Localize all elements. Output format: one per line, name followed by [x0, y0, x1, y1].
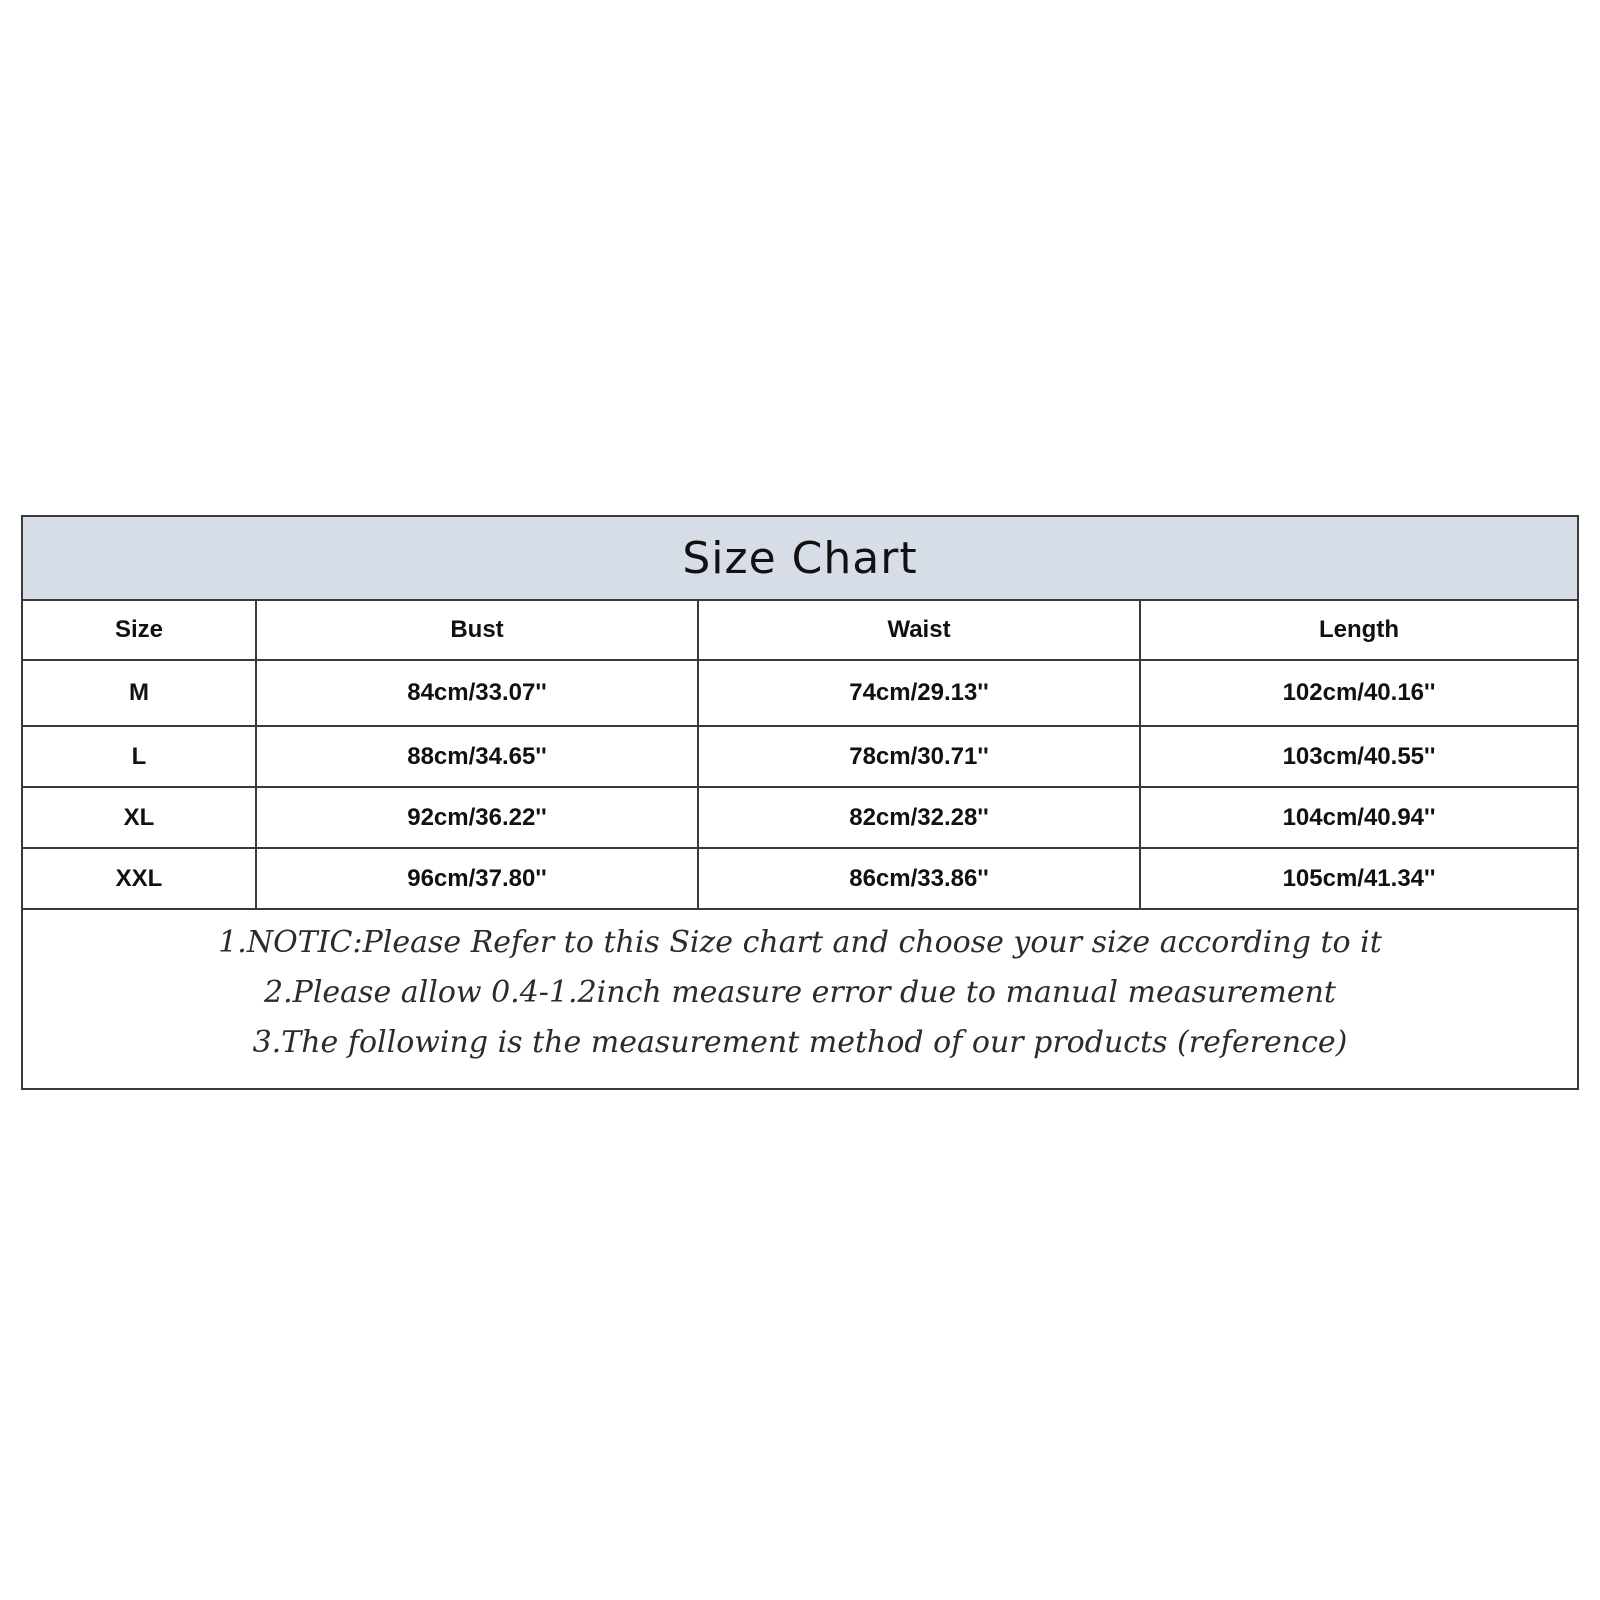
table-row — [23, 787, 1577, 848]
size-cell: XXL — [23, 848, 256, 909]
length-cell: 104cm/40.94'' — [1140, 787, 1577, 848]
chart-title: Size Chart — [23, 517, 1577, 601]
header-length: Length — [1140, 601, 1577, 660]
note-line-2: 2.Please allow 0.4-1.2inch measure error due to manual measurement — [264, 975, 1336, 1010]
size-cell: L — [23, 726, 256, 787]
size-table — [23, 601, 1577, 910]
bust-cell: 92cm/36.22'' — [256, 787, 698, 848]
length-cell: 102cm/40.16'' — [1140, 660, 1577, 726]
size-chart — [21, 515, 1579, 1090]
table-row — [23, 726, 1577, 787]
table-row — [23, 848, 1577, 909]
size-cell: M — [23, 660, 256, 726]
table-header-row — [23, 601, 1577, 660]
header-waist: Waist — [698, 601, 1140, 660]
bust-cell: 84cm/33.07'' — [256, 660, 698, 726]
waist-cell: 86cm/33.86'' — [698, 848, 1140, 909]
note-line-1: 1.NOTIC:Please Refer to this Size chart and choose your size according to it — [218, 925, 1382, 960]
bust-cell: 88cm/34.65'' — [256, 726, 698, 787]
header-bust: Bust — [256, 601, 698, 660]
waist-cell: 74cm/29.13'' — [698, 660, 1140, 726]
note-line-3: 3.The following is the measurement method of our products (reference) — [252, 1025, 1348, 1060]
length-cell: 105cm/41.34'' — [1140, 848, 1577, 909]
bust-cell: 96cm/37.80'' — [256, 848, 698, 909]
waist-cell: 78cm/30.71'' — [698, 726, 1140, 787]
length-cell: 103cm/40.55'' — [1140, 726, 1577, 787]
table-row — [23, 660, 1577, 726]
header-size: Size — [23, 601, 256, 660]
notes-section — [23, 910, 1577, 1088]
waist-cell: 82cm/32.28'' — [698, 787, 1140, 848]
size-cell: XL — [23, 787, 256, 848]
